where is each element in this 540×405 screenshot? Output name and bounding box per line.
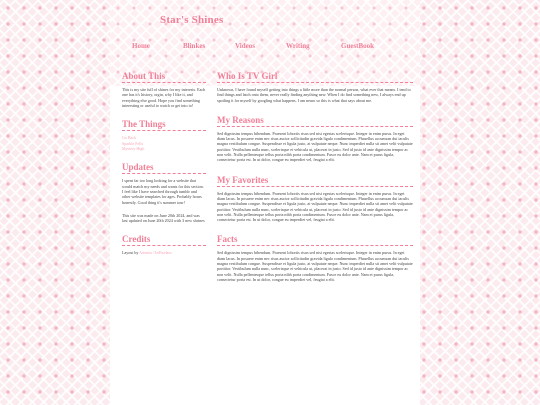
who-heading: Who Is TV Girl [217,71,413,83]
site-title[interactable]: Star's Shines [160,14,224,26]
nav-guestbook-link[interactable]: GuestBook [341,42,375,50]
things-heading: The Things [122,119,206,131]
about-section [122,71,206,108]
favorites-text: Sed dignissim tempus bibendum. Praesent lobortis risus sed nisi egestas scelerisque. Integer in enim purus. In eget diam lacus. In posuere enim nec risus auctor sollicitudin gravida ligula condimentum. Phasellus accumsan dui iaculis magna vestibulum congue. Suspendisse et ligula justo, at vulputate neque. Nunc imperdiet nulla sit amet velit vulputate porttitor. Vestibulum nulla nunc, scelerisque et vehicula ut, placerat in justo. Sed id justo id ante dignissim tempor ac non velit. Nulla pellentesque tellus porta nibh porta condimentum. Fusce eu dolor ante. Nam et purus ligula, consectetur porta est. In ut dolor, congue eu imperdiet vel, feugiat a elit. [217,190,413,223]
things-links [122,135,206,151]
sidebar [122,71,206,266]
nav-videos-link[interactable]: Videos [235,42,255,50]
credits-section [122,234,206,255]
things-link-go-back[interactable]: Go Back [122,135,137,141]
updates-text-1: I spent far too long looking for a website that would match my needs and wants for this section. I feel like I have searched through tumblr and other website templates for ages. Probably hours honestly. Good thing it's summer tour! [122,178,204,205]
credit-label: Layout by [122,250,139,256]
credit-link[interactable]: Artemis / InPixelato [139,250,172,256]
things-link-mystery-high[interactable]: Mystery High [122,146,145,151]
main-content [217,71,413,293]
credit-line [122,250,206,255]
updates-section [122,162,206,223]
favorites-heading: My Favorites [217,175,413,187]
reasons-section [217,115,413,163]
favorites-section [217,175,413,223]
who-text: Unknown, I have found myself getting into things a little more than the normal person, what ever that means. I tend to find things and latch onto them, never really finding anything new. When I do find something new, I always end up spoiling it for myself by googling what happens. I am neuro so this is what that says about me. [217,87,411,103]
facts-section [217,234,413,282]
credits-heading: Credits [122,234,206,246]
updates-text-2: This site was made on June 20th 2024, and was last updated on June 20th 2024 with 3 new shrines [122,212,205,224]
main-nav [110,42,420,54]
page-container [110,0,420,405]
who-section [217,71,413,103]
nav-home-link[interactable]: Home [132,42,150,50]
nav-writing-link[interactable]: Writing [286,42,310,50]
things-link-sparkle-fells[interactable]: Sparkle Fells [122,140,143,146]
reasons-text: Sed dignissim tempus bibendum. Praesent lobortis risus sed nisi egestas scelerisque. Integer in enim purus. In eget diam lacus. In posuere enim nec risus auctor sollicitudin gravida ligula condimentum. Phasellus accumsan dui iaculis magna vestibulum congue. Suspendisse et ligula justo, at vulputate neque. Nunc imperdiet nulla sit amet velit vulputate porttitor. Vestibulum nulla nunc, scelerisque et vehicula ut, placerat in justo. Sed id justo id ante dignissim tempor ac non velit. Nulla pellentesque tellus porta nibh porta condimentum. Fusce eu dolor ante. Nam et purus ligula, consectetur porta est. In ut dolor, congue eu imperdiet vel, feugiat a elit. [217,130,413,163]
reasons-heading: My Reasons [217,115,413,127]
facts-text: Sed dignissim tempus bibendum. Praesent lobortis risus sed nisi egestas scelerisque. Integer in enim purus. In eget diam lacus. In posuere enim nec risus auctor sollicitudin gravida ligula condimentum. Phasellus accumsan dui iaculis magna vestibulum congue. Suspendisse et ligula justo, at vulputate neque. Nunc imperdiet nulla sit amet velit vulputate porttitor. Vestibulum nulla nunc, scelerisque et vehicula ut, placerat in justo. Sed id justo id ante dignissim tempor ac non velit. Nulla pellentesque tellus porta nibh porta condimentum. Fusce eu dolor ante. Nam et purus ligula, consectetur porta est. In ut dolor, congue eu imperdiet vel, feugiat a elit. [217,250,413,282]
about-heading: About This [122,71,206,83]
facts-heading: Facts [217,234,413,246]
updates-heading: Updates [122,162,206,174]
about-text: This is my site full of shines for my interests. Each one has it's history, orgin, why I like it, and everything else good. Hope you find something interesting or useful to watch or get into to! [122,87,206,108]
things-section [122,119,206,151]
nav-blinkes-link[interactable]: Blinkes [183,42,206,50]
